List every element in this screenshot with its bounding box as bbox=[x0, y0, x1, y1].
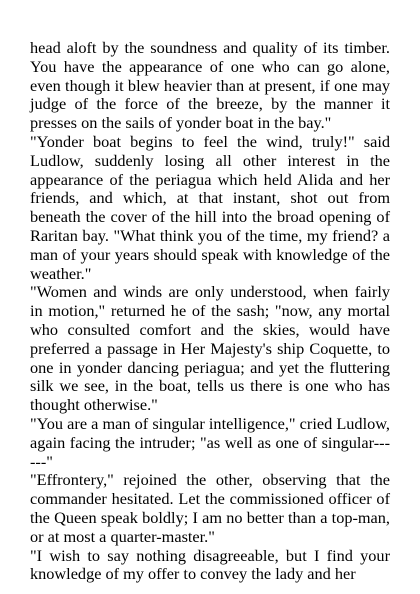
paragraph-2: "Yonder boat begins to feel the wind, truly!" said Ludlow, suddenly losing all other interest in the appearance of the periagua which held Alida and her friends, and which, at that instant, shot out from beneath the cover of the hill into the broad opening of Raritan bay. "What think you of the time, my friend? a man of your years should speak with knowledge of the weather." bbox=[30, 131, 390, 283]
paragraph-6: "I wish to say nothing disagreeable, but I find your knowledge of my offer to convey the lady and her bbox=[30, 545, 390, 584]
paragraph-1: head aloft by the soundness and quality of its timber. You have the appearance of one who can go alone, even though it blew heavier than at present, if one may judge of the force of the breeze, by the manner it presses on the sails of yonder boat in the bay." bbox=[30, 38, 390, 133]
paragraph-5: "Effrontery," rejoined the other, observing that the commander hesitated. Let the commissioned officer of the Queen speak boldly; I am no better than a top-man, or at most a quarter-master." bbox=[30, 470, 390, 546]
paragraph-3: "Women and winds are only understood, when fairly in motion," returned he of the sash; "now, any mortal who consulted comfort and the skies, would have preferred a passage in Her Majesty's ship Coquette, to one in yonder dancing periagua; and yet the fluttering silk we see, in the boat, tells us there is one who has thought otherwise." bbox=[30, 282, 390, 415]
page-text bbox=[30, 39, 390, 584]
paragraph-4: "You are a man of singular intelligence," cried Ludlow, again facing the intruder; "as well as one of singular------" bbox=[30, 413, 390, 471]
